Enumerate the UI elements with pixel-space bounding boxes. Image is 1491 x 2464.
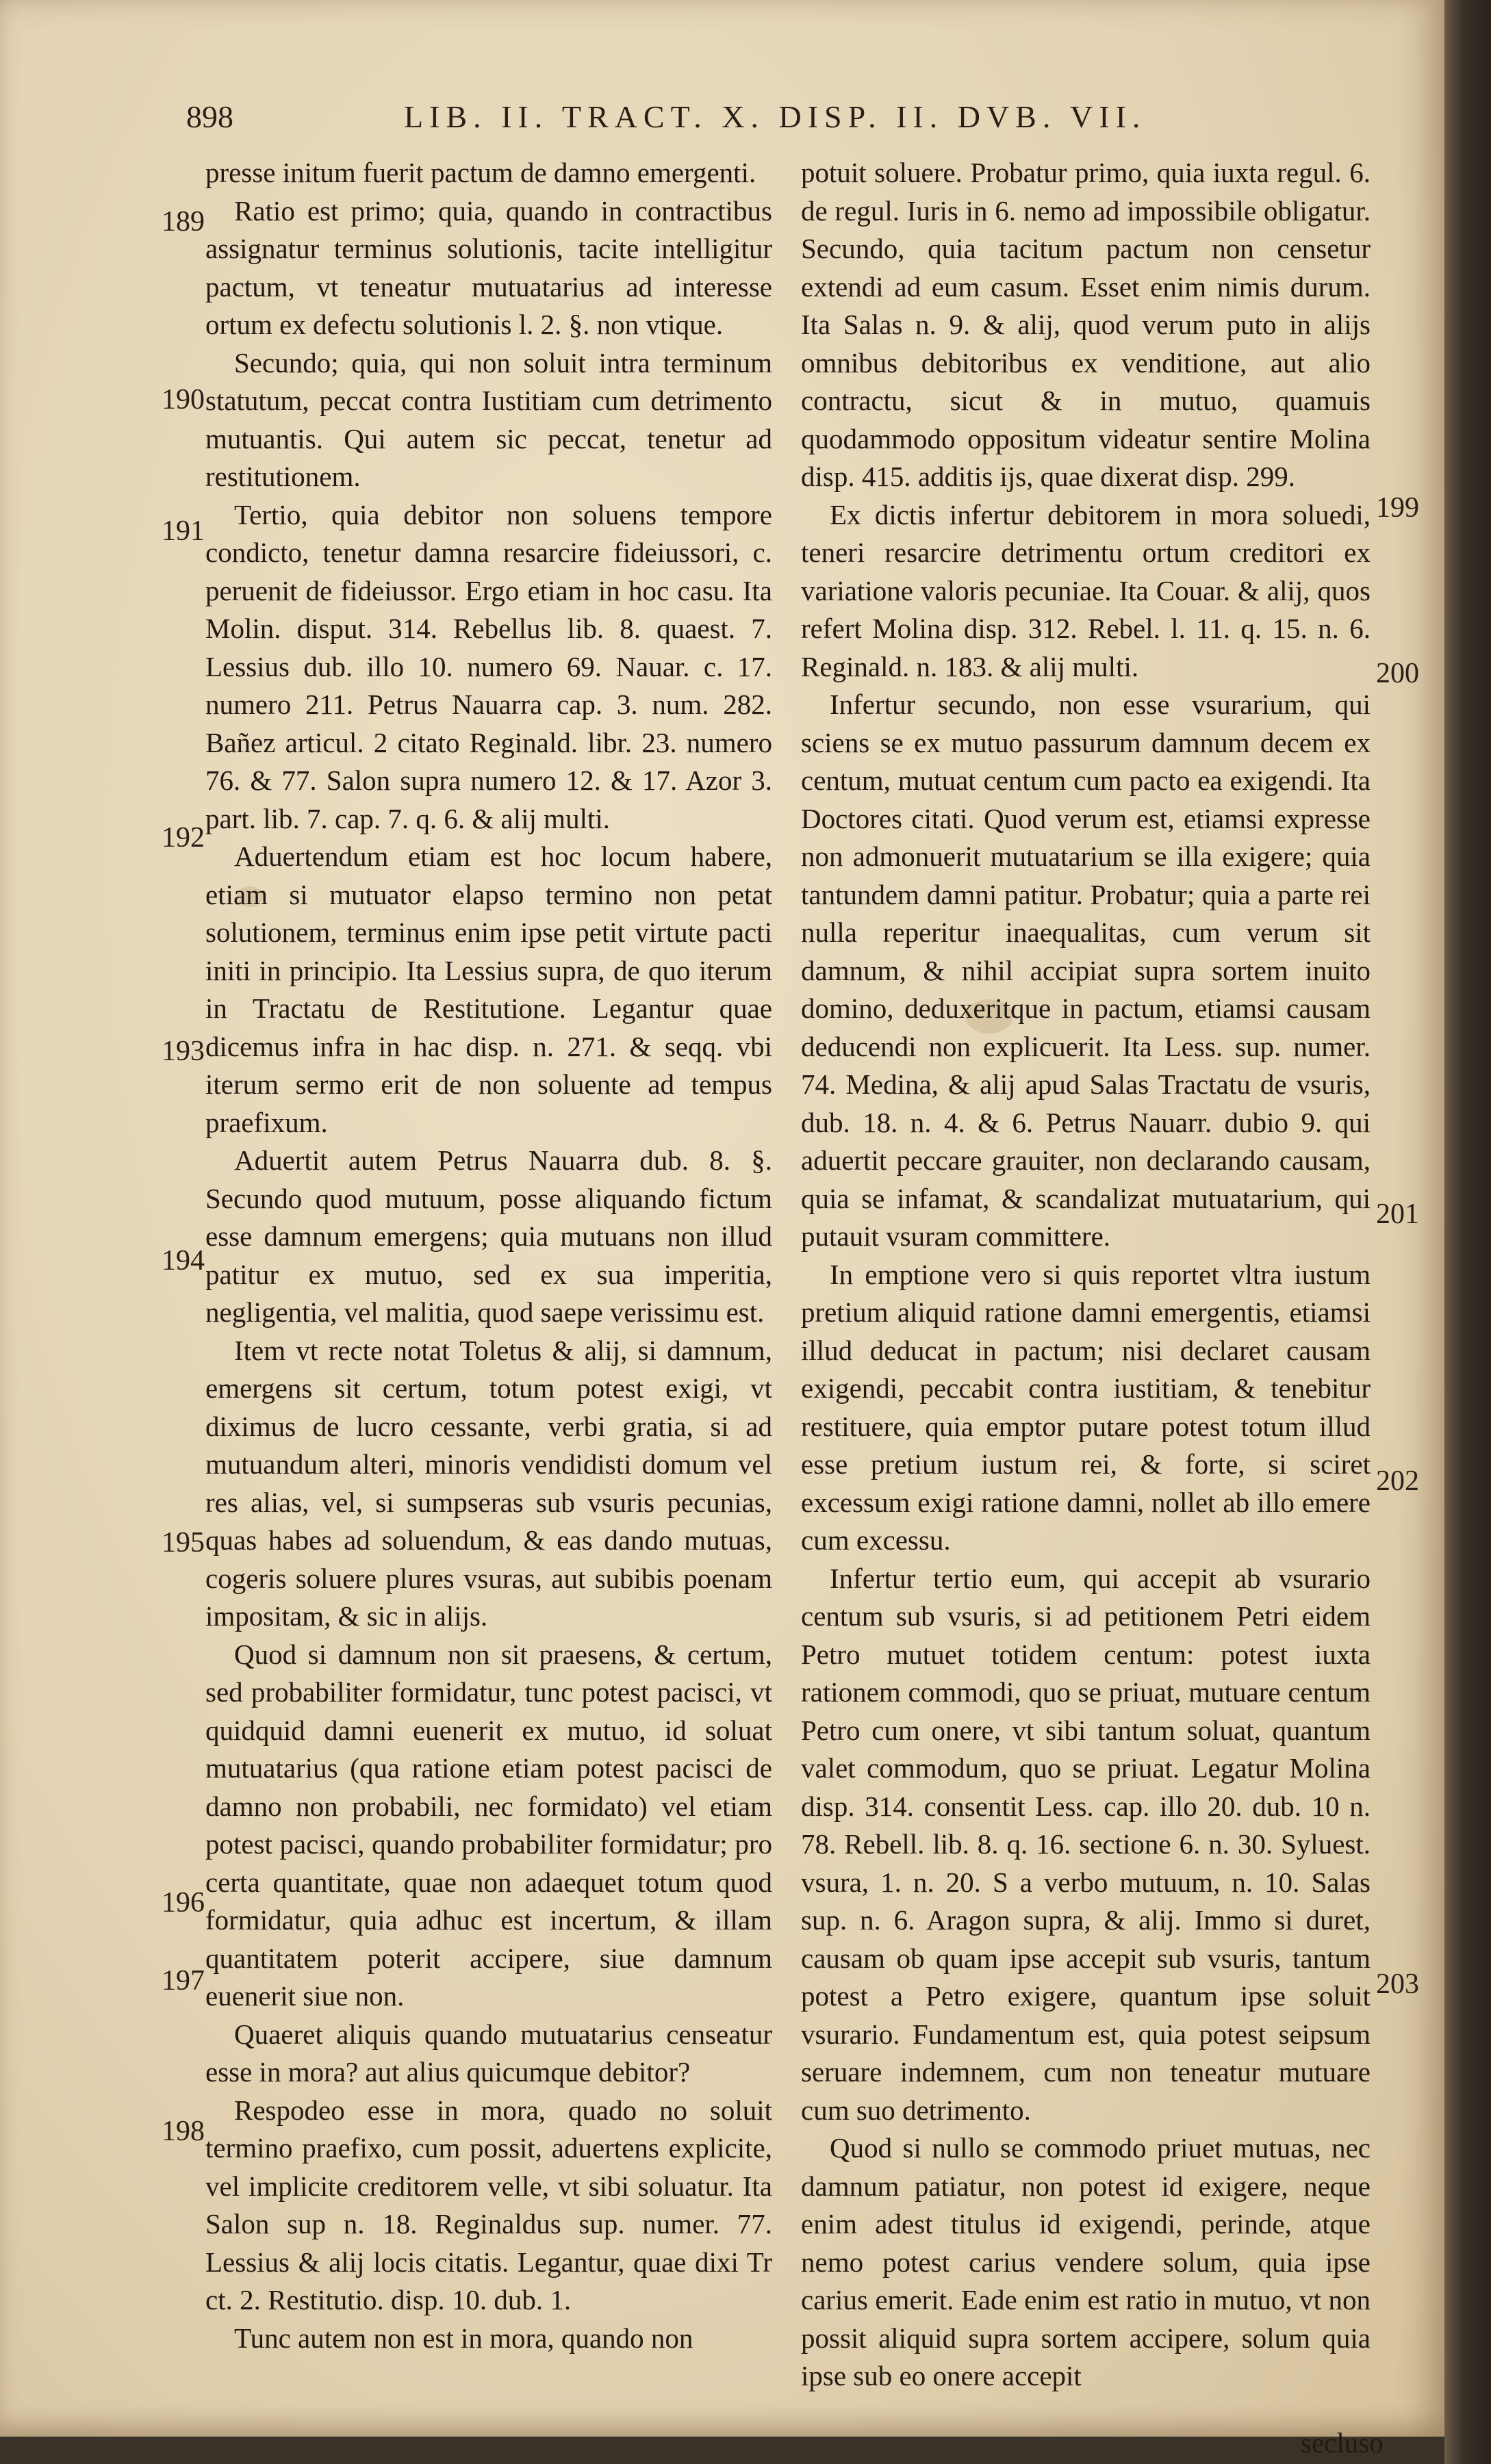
margin-number: 196 — [162, 1887, 205, 1918]
margin-number: 201 — [1376, 1198, 1419, 1230]
margin-number: 198 — [162, 2116, 205, 2147]
paragraph: potuit soluere. Probatur primo, quia iuxta regul. 6. de regul. Iuris in 6. nemo ad impossibile obligatur. Secundo, quia tacitum pactum non censetur extendi ad eum casum. Esset enim nimis durum. Ita Salas n. 9. & alij, quod verum puto in alijs omnibus debitoribus ex venditione, aut alio contractu, sicut & in mutuo, quamuis quodammodo oppositum videatur sentire Molina disp. 415. additis ijs, quae dixerat disp. 299. — [801, 157, 1371, 492]
margin-number: 192 — [162, 822, 205, 854]
paragraph: presse initum fuerit pactum de damno emergenti. — [205, 157, 756, 188]
margin-number: 199 — [1376, 492, 1419, 524]
paragraph: Quod si damnum non sit praesens, & certum, sed probabiliter formidatur, tunc potest pacisci, vt quidquid damni euenerit ex mutuo, id soluat mutuatarius (qua ratione etiam potest pacisci de damno non probabili, nec formidato) vel etiam potest pacisci, quando probabiliter formidatur; pro certa quantitate, quae non adaequet totum quod formidatur, quia adhuc est incertum, & illam quantitatem poterit accipere, siue damnum euenerit siue non. — [205, 1638, 772, 2012]
paragraph: Infertur tertio eum, qui accepit ab vsurario centum sub vsuris, si ad petitionem Petri eidem Petro mutuet totidem centum: potest iuxta rationem commodi, quo se priuat, mutuare centum Petro cum onere, vt sibi tantum soluat, quantum valet commodum, quo se priuat. Legatur Molina disp. 314. consentit Less. cap. illo 20. dub. 10 n. 78. Rebell. lib. 8. q. 16. sectione 6. n. 30. Syluest. vsura, 1. n. 20. S a verbo mutuum, n. 10. Salas sup. n. 6. Aragon supra, & alij. Immo si duret, causam ob quam ipse accepit sub vsuris, tantum potest a Petro exigere, quantum ipse soluit vsurario. Fundamentum est, quia potest seipsum seruare indemnem, cum non teneatur mutuare cum suo detrimento. — [801, 1562, 1371, 2126]
paragraph: Quaeret aliquis quando mutuatarius censeatur esse in mora? aut alius quicumque debitor? — [205, 2018, 772, 2088]
margin-number: 191 — [162, 515, 205, 547]
page-edge-shadow — [1444, 0, 1491, 2464]
margin-number: 203 — [1376, 1968, 1419, 2000]
page-number: 898 — [186, 99, 233, 134]
paragraph: Quod si nullo se commodo priuet mutuas, nec damnum patiatur, non potest id exigere, neque enim adest titulus id exigendi, perinde, atque nemo potest carius vendere solum, quia ipse carius emerit. Eade enim est ratio in mutuo, vt non possit aliquid supra sortem accipere, solum quia ipse sub eo onere accepit — [801, 2132, 1371, 2391]
margin-number: 194 — [162, 1245, 205, 1276]
paragraph: Item vt recte notat Toletus & alij, si damnum, emergens sit certum, totum potest exigi, vt diximus de lucro cessante, verbi gratia, si ad mutuandum alteri, minoris vendidisti domum vel res alias, vel, si sumpseras sub vsuris pecunias, quas habes ad soluendum, & eas dando mutuas, cogeris soluere plures vsuras, aut subibis poenam impositam, & sic in alijs. — [205, 1334, 772, 1632]
paragraph: Ex dictis infertur debitorem in mora soluedi, teneri resarcire detrimentu ortum creditori ex variatione valoris pecuniae. Ita Couar. & alij, quos refert Molina disp. 312. Rebel. l. 11. q. 15. n. 6. Reginald. n. 183. & alij multi. — [801, 498, 1371, 682]
right-column — [801, 154, 1371, 2396]
paragraph: Aduertit autem Petrus Nauarra dub. 8. §. Secundo quod mutuum, posse aliquando fictum esse damnum emergens; quia mutuans non illud patitur ex mutuo, sed ex sua imperitia, negligentia, vel malitia, quod saepe verissimu est. — [205, 1144, 772, 1328]
margin-number: 195 — [162, 1527, 205, 1558]
margin-number: 190 — [162, 384, 205, 415]
paragraph: Secundo; quia, qui non soluit intra terminum statutum, peccat contra Iustitiam cum detrimento mutuantis. Qui autem sic peccat, tenetur ad restitutionem. — [205, 346, 772, 492]
paragraph: Aduertendum etiam est hoc locum habere, etiam si mutuator elapso termino non petat solutionem, terminus enim ipse petit virtute pacti initi in principio. Ita Lessius supra, de quo iterum in Tractatu de Restitutione. Legantur quae dicemus infra in hac disp. n. 271. & seqq. vbi iterum sermo erit de non soluente ad tempus praefixum. — [205, 840, 772, 1138]
paragraph: In emptione vero si quis reportet vltra iustum pretium aliquid ratione damni emergentis, etiamsi illud deducat in pactum; nisi declaret causam exigendi, peccabit contra iustitiam, & tenebitur restituere, quia emptor putare potest totum illud esse pretium iustum rei, & forte, si sciret excessum exigi ratione damni, nollet ab illo emere cum excessu. — [801, 1258, 1371, 1556]
margin-number: 200 — [1376, 658, 1419, 689]
margin-number: 197 — [162, 1965, 205, 1997]
margin-number: 189 — [162, 206, 205, 238]
margin-number: 193 — [162, 1036, 205, 1067]
paragraph: Tunc autem non est in mora, quando non — [234, 2322, 693, 2354]
paragraph: Tertio, quia debitor non soluens tempore condicto, tenetur damna resarcire fideiussori, c. peruenit de fideiussor. Ergo etiam in hoc casu. Ita Molin. disput. 314. Rebellus lib. 8. quaest. 7. Lessius dub. illo 10. numero 69. Nauar. c. 17. numero 211. Petrus Nauarra cap. 3. num. 282. Bañez articul. 2 citato Reginald. libr. 23. numero 76. & 77. Salon supra numero 12. & 17. Azor 3. part. lib. 7. cap. 7. q. 6. & alij multi. — [205, 498, 772, 834]
paragraph: Ratio est primo; quia, quando in contractibus assignatur terminus solutionis, tacite intelligitur pactum, vt teneatur mutuatarius ad interesse ortum ex defectu solutionis l. 2. §. non vtique. — [205, 194, 772, 340]
running-title: LIB. II. TRACT. X. DISP. II. DVB. VII. — [404, 99, 1147, 134]
paragraph: Respodeo esse in mora, quado no soluit termino praefixo, cum possit, aduertens explicite, vel implicite creditorem velle, vt sibi soluatur. Ita Salon sup n. 18. Reginaldus sup. numer. 77. Lessius & alij locis citatis. Legantur, quae dixi Tr ct. 2. Restitutio. disp. 10. dub. 1. — [205, 2094, 772, 2315]
paragraph: Infertur secundo, non esse vsurarium, qui sciens se ex mutuo passurum damnum decem ex centum, mutuat centum cum pacto ea exigendi. Ita Doctores citati. Quod verum est, etiamsi expresse non admonuerit mutuatarium se illa exigere; quia tantundem damni patitur. Probatur; quia a parte rei nulla reperitur inaequalitas, cum verum sit damnum, & nihil accipiat supra sortem inuito domino, deduxeritque in pactum, etiamsi causam deducendi non explicuerit. Ita Less. sup. numer. 74. Medina, & alij apud Salas Tractatu de vsuris, dub. 18. n. 4. & 6. Petrus Nauarr. dubio 9. qui aduertit peccare grauiter, non declarando causam, quia se infamat, & scandalizat mutuatarium, qui putauit vsuram committere. — [801, 689, 1371, 1252]
margin-number: 202 — [1376, 1465, 1419, 1497]
catchword: secluso — [1301, 2427, 1384, 2459]
left-column — [205, 154, 772, 2357]
